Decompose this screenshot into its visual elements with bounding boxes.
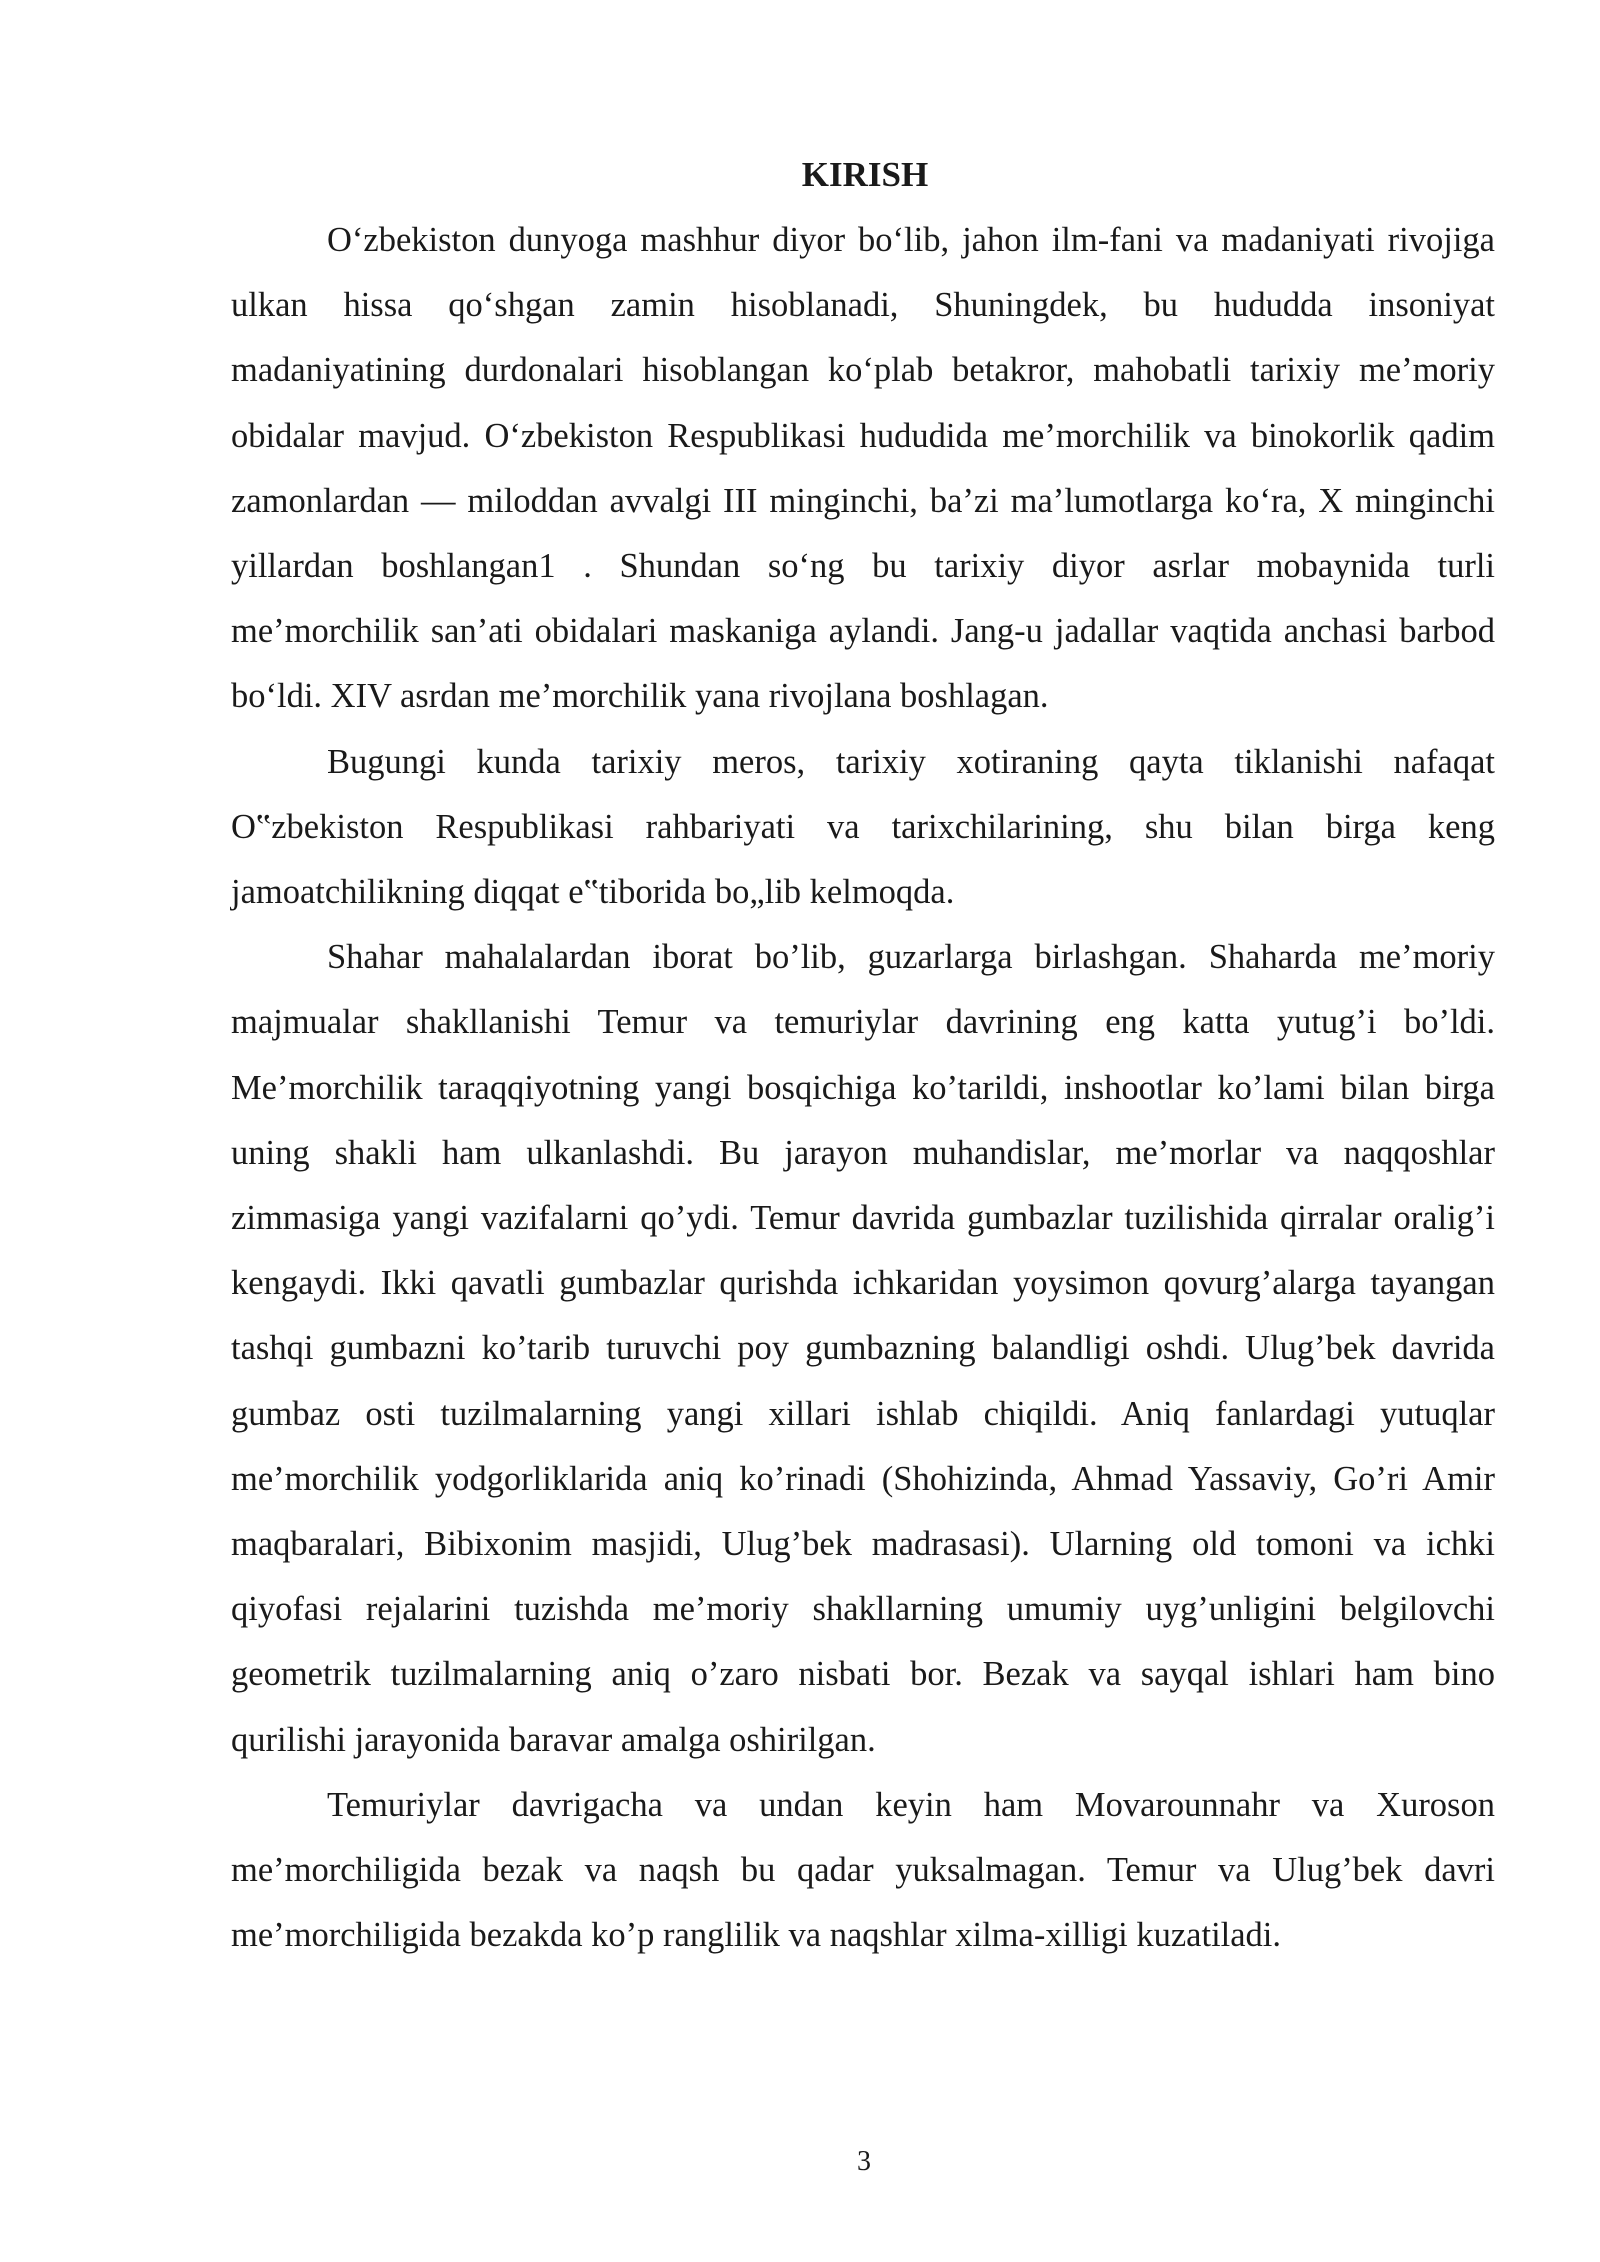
body-text: [231, 208, 1495, 1968]
paragraph-2: Bugungi kunda tarixiy meros, tarixiy xotiraning qayta tiklanishi nafaqat O‟zbekiston Respublikasi rahbariyati va tarixchilarining, shu bilan birga keng jamoatchilikning diqqat e‟tiborida bo„lib kelmoqda.: [231, 742, 1495, 912]
paragraph-4: Temuriylar davrigacha va undan keyin ham Movarounnahr va Xuroson me’morchiligida bezak va naqsh bu qadar yuksalmagan. Temur va Ulug’bek davri me’morchiligida bezakda ko’p ranglilik va naqshlar xilma-xilligi kuzatiladi.: [231, 1785, 1495, 1955]
paragraph-3: Shahar mahalalardan iborat bo’lib, guzarlarga birlashgan. Shaharda me’moriy majmualar shakllanishi Temur va temuriylar davrining eng katta yutug’i bo’ldi. Me’morchilik taraqqiyotning yangi bosqichiga ko’tarildi, inshootlar ko’lami bilan birga uning shakli ham ulkanlashdi. Bu jarayon muhandislar, me’morlar va naqqoshlar zimmasiga yangi vazifalarni qo’ydi. Temur davrida gumbazlar tuzilishida qirralar oralig’i kengaydi. Ikki qavatli gumbazlar qurishda ichkaridan yoysimon qovurg’alarga tayangan tashqi gumbazni ko’tarib turuvchi poy gumbazning balandligi oshdi. Ulug’bek davrida gumbaz osti tuzilmalarning yangi xillari ishlab chiqildi. Aniq fanlardagi yutuqlar me’morchilik yodgorliklarida aniq ko’rinadi (Shohizinda, Ahmad Yassaviy, Go’ri Amir maqbaralari, Bibixonim masjidi, Ulug’bek madrasasi). Ularning old tomoni va ichki qiyofasi rejalarini tuzishda me’moriy shakllarning umumiy uyg’unligini belgilovchi geometrik tuzilmalarning aniq o’zaro nisbati bor. Bezak va sayqal ishlari ham bino qurilishi jarayonida baravar amalga oshirilgan.: [231, 938, 1495, 1759]
section-title: KIRISH: [801, 155, 929, 194]
paragraph-1: O‘zbekiston dunyoga mashhur diyor bo‘lib, jahon ilm-fani va madaniyati rivojiga ulkan hissa qo‘shgan zamin hisoblanadi, Shuningdek, bu hududda insoniyat madaniyatining durdonalari hisoblangan ko‘plab betakror, mahobatli tarixiy me’moriy obidalar mavjud. O‘zbekiston Respublikasi hududida me’morchilik va binokorlik qadim zamonlardan — miloddan avvalgi III minginchi, ba’zi ma’lumotlarga ko‘ra, X minginchi yillardan boshlangan1 . Shundan so‘ng bu tarixiy diyor asrlar mobaynida turli me’morchilik san’ati obidalari maskaniga aylandi. Jang-u jadallar vaqtida anchasi barbod bo‘ldi. XIV asrdan me’morchilik yana rivojlana boshlagan.: [231, 221, 1495, 716]
page-number: 3: [857, 2146, 871, 2177]
